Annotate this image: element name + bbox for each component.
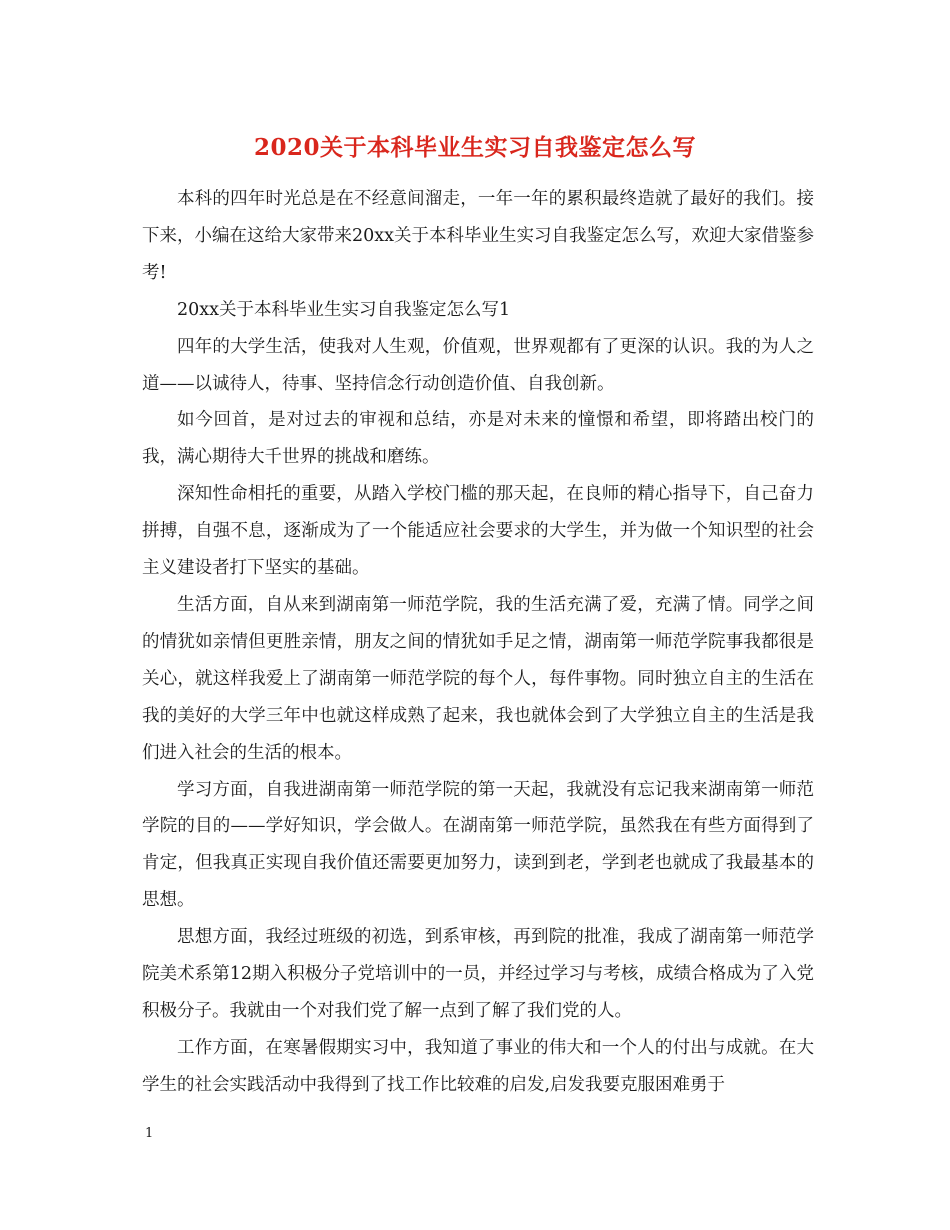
paragraph-study: 学习方面，自我进湖南第一师范学院的第一天起，我就没有忘记我来湖南第一师范学院的目的——学好知识，学会做人。在湖南第一师范学院，虽然我在有些方面得到了肯定，但我真正实现自我价值还需要更加努力，读到到老，学到老也就成了我最基本的思想。 — [142, 779, 814, 911]
paragraph-looking-back: 如今回首，是对过去的审视和总结，亦是对未来的憧憬和希望，即将踏出校门的我，满心期待大千世界的挑战和磨练。 — [142, 410, 814, 468]
document-title: 2020关于本科毕业生实习自我鉴定怎么写 — [253, 134, 696, 161]
paragraph-thought: 思想方面，我经过班级的初选，到系审核，再到院的批准，我成了湖南第一师范学院美术系第12期入积极分子党培训中的一员，并经过学习与考核，成绩合格成为了入党积极分子。我就由一个对我们党了解一点到了解了我们党的人。 — [142, 927, 814, 1021]
paragraph-section-heading: 20xx关于本科毕业生实习自我鉴定怎么写1 — [177, 299, 511, 320]
paragraph-work: 工作方面，在寒暑假期实习中，我知道了事业的伟大和一个人的付出与成就。在大学生的社会实践活动中我得到了找工作比较难的启发,启发我要克服困难勇于 — [142, 1037, 814, 1095]
page-number: 1 — [145, 1126, 154, 1141]
document-body — [142, 181, 814, 1104]
paragraph-worldview: 四年的大学生活，使我对人生观，价值观，世界观都有了更深的认识。我的为人之道——以诚待人，待事、坚持信念行动创造价值、自我创新。 — [142, 336, 814, 394]
paragraph-intro: 本科的四年时光总是在不经意间溜走，一年一年的累积最终造就了最好的我们。接下来，小编在这给大家带来20xx关于本科毕业生实习自我鉴定怎么写，欢迎大家借鉴参考! — [142, 189, 815, 283]
paragraph-foundation: 深知性命相托的重要，从踏入学校门槛的那天起，在良师的精心指导下，自己奋力拼搏，自强不息，逐渐成为了一个能适应社会要求的大学生，并为做一个知识型的社会主义建设者打下坚实的基础。 — [142, 484, 814, 579]
paragraph-life: 生活方面，自从来到湖南第一师范学院，我的生活充满了爱，充满了情。同学之间的情犹如亲情但更胜亲情，朋友之间的情犹如手足之情，湖南第一师范学院事我都很是关心，就这样我爱上了湖南第一师范学院的每个人，每件事物。同时独立自主的生活在我的美好的大学三年中也就这样成熟了起来，我也就体会到了大学独立自主的生活是我们进入社会的生活的根本。 — [142, 594, 814, 763]
